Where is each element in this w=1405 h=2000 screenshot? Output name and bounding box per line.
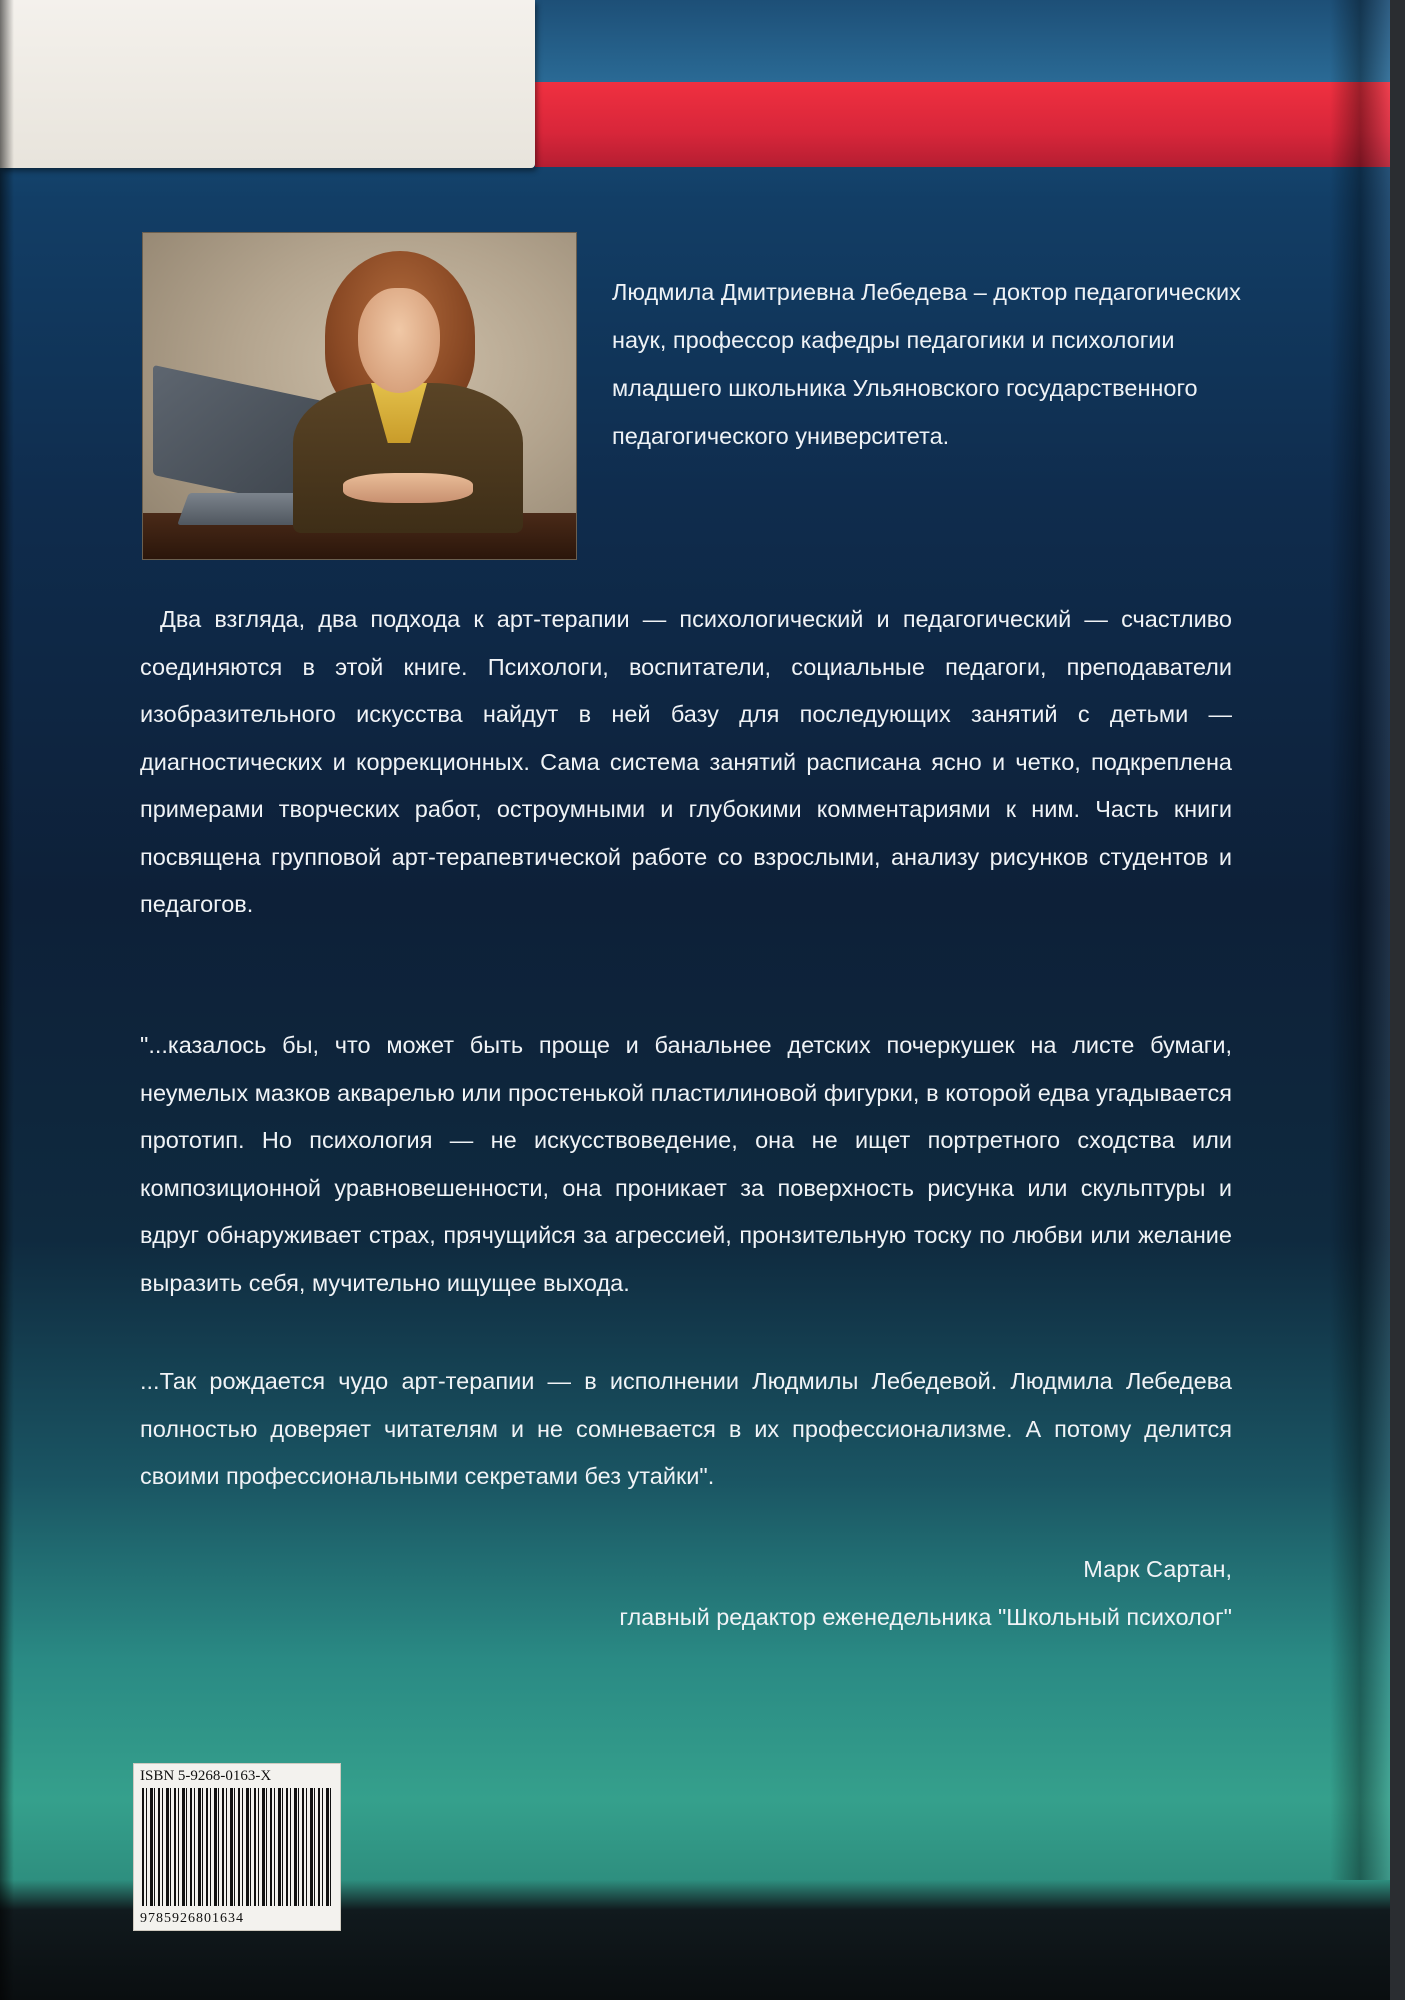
- author-hands: [343, 473, 473, 503]
- library-sticker: [0, 0, 535, 168]
- author-photo: [142, 232, 577, 560]
- author-bio: Людмила Дмитриевна Лебедева – доктор педагогических наук, профессор кафедры педагогики и психологии младшего школьника Ульяновского государственного педагогического университета.: [612, 279, 1241, 449]
- red-stripe: [535, 82, 1390, 167]
- reviewer-name: Марк Сартан,: [1083, 1556, 1232, 1582]
- review-quote-continued: ...Так рождается чудо арт-терапии — в исполнении Людмилы Лебедевой. Людмила Лебедева полностью доверяет читателям и не сомневается в их профессионализме. А потому делится своими профессиональными секретами без утайки".: [140, 1368, 1232, 1489]
- author-face: [358, 288, 440, 393]
- isbn-barcode: [133, 1763, 341, 1931]
- ean-number: 9785926801634: [140, 1911, 244, 1926]
- reviewer-title: главный редактор еженедельника "Школьный психолог": [619, 1604, 1232, 1630]
- cover-edge: [1330, 0, 1390, 1880]
- review-quote: "...казалось бы, что может быть проще и банальнее детских почеркушек на листе бумаги, неумелых мазков акварелью или простенькой пластилиновой фигурки, в которой едва угадывается прототип. Но психология — не искусствоведение, она не ищет портретного сходства или композиционной уравновешенности, она проникает за поверхность рисунка или скульптуры и вдруг обнаруживает страх, прячущийся за агрессией, пронзительную тоску по любви или желание выразить себя, мучительно ищущее выхода.: [140, 1032, 1232, 1296]
- barcode-bars: [142, 1788, 332, 1906]
- spine-shadow: [0, 0, 14, 2000]
- book-description: Два взгляда, два подхода к арт-терапии — психологический и педагогический — счастливо соединяются в этой книге. Психологи, воспитатели, социальные педагоги, преподаватели изобразительного искусства найдут в ней базу для последующих занятий с детьми — диагностических и коррекционных. Сама система занятий расписана ясно и четко, подкреплена примерами творческих работ, остроумными и глубокими комментариями к ним. Часть книги посвящена групповой арт-терапевтической работе со взрослыми, анализу рисунков студентов и педагогов.: [140, 606, 1232, 917]
- isbn-number: ISBN 5-9268-0163-X: [140, 1768, 272, 1784]
- top-blue-band: [535, 0, 1390, 82]
